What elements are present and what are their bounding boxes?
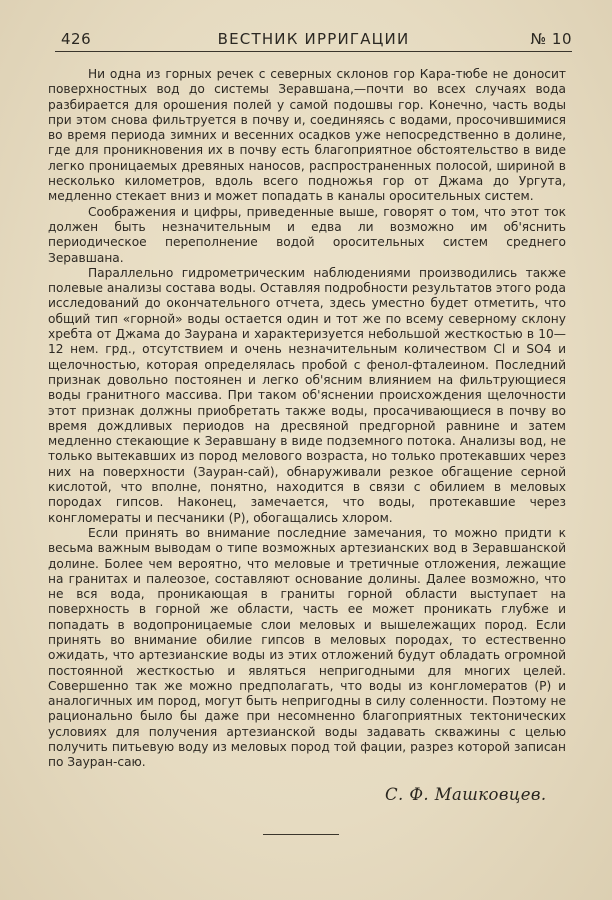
article-body [48, 67, 566, 771]
journal-title: ВЕСТНИК ИРРИГАЦИИ [217, 30, 410, 48]
issue-number: № 10 [530, 30, 572, 48]
running-header [55, 30, 572, 50]
author-signature: С. Ф. Машковцев. [385, 785, 547, 804]
paragraph-2: Соображения и цифры, приведенные выше, говорят о том, что этот ток должен быть незначительным и едва ли возможно им об'яснить периодическое переполнение водой оросительных систем среднего Зеравшана. [48, 204, 566, 265]
paragraph-4: Если принять во внимание последние замечания, то можно придти к весьма важным выводам о типе возможных артезианских вод в Зеравшанской долине. Более чем вероятно, что меловые и третичные отложения, лежащие на гранитах и палеозое, составляют основание долины. Далее возможно, что не вся вода, проникающая в граниты горной области выступает на поверхность в горной же области, часть ее может проникать глубже и попадать в водопроницаемые слои меловых и вышележащих пород. Если принять во внимание обилие гипсов в меловых породах, то естественно ожидать, что артезианские воды из этих отложений будут обладать огромной постоянной жесткостью и являться непригодными для многих целей. Совершенно так же можно предполагать, что воды из конгломератов (Р) и аналогичных им пород, могут быть непригодны в силу соленности. Поэтому не рационально было бы даже при несомненно благоприятных тектонических условиях для получения артезианской воды задавать скважины с целью получить питьевую воду из меловых пород той фации, разрез которой записан по Зауран-саю. [48, 525, 566, 770]
paragraph-1: Ни одна из горных речек с северных склонов гор Кара-тюбе не доносит поверхностных вод до системы Зеравшана,—почти во всех случаях вода разбирается для орошения полей у самой подошвы гор. Конечно, часть воды при этом снова фильтруется в почву и, соединяясь с водами, просочившимися во время периода зимних и весенних осадков уже непосредственно в долине, где для проникновения их в почву есть благоприятное обстоятельство в виде легко проницаемых древяных наносов, распространенных полосой, шириной в несколько километров, вдоль всего подножья гор от Джама до Ургута, медленно стекает вниз и может попадать в каналы оросительных систем. [48, 67, 566, 204]
header-rule [55, 51, 572, 52]
closing-rule [263, 834, 339, 835]
paragraph-3: Параллельно гидрометрическим наблюдениями производились также полевые анализы состава воды. Оставляя подробности результатов этого рода исследований до окончательного отчета, здесь уместно будет отметить, что общий тип «горной» воды остается один и тот же по всему северному склону хребта от Джама до Заурана и характеризуется небольшой жесткостью в 10—12 нем. грд., отсутствием и очень незначительным количеством Cl и SO4 и щелочностью, которая определялась пробой с фенол-фталеином. Последний признак довольно постоянен и легко об'ясним влиянием на фильтрующиеся воды гранитного массива. При таком об'яснении происхождения щелочности этот признак должны приобретать также воды, просачивающиеся в почву во время дождливых периодов на дресвяной предгорной равнине и затем медленно стекающие к Зеравшану в виде подземного потока. Анализы вод, не только вытекавших из пород мелового возраста, но только протекавших через них на поверхности (Зауран-сай), обнаруживали резкое обгащение серной кислотой, что вполне, понятно, находится в связи с обилием в меловых породах гипсов. Наконец, замечается, что воды, протекавшие через конгломераты и песчаники (Р), обогащались хлором. [48, 265, 566, 525]
page-number: 426 [61, 30, 92, 48]
